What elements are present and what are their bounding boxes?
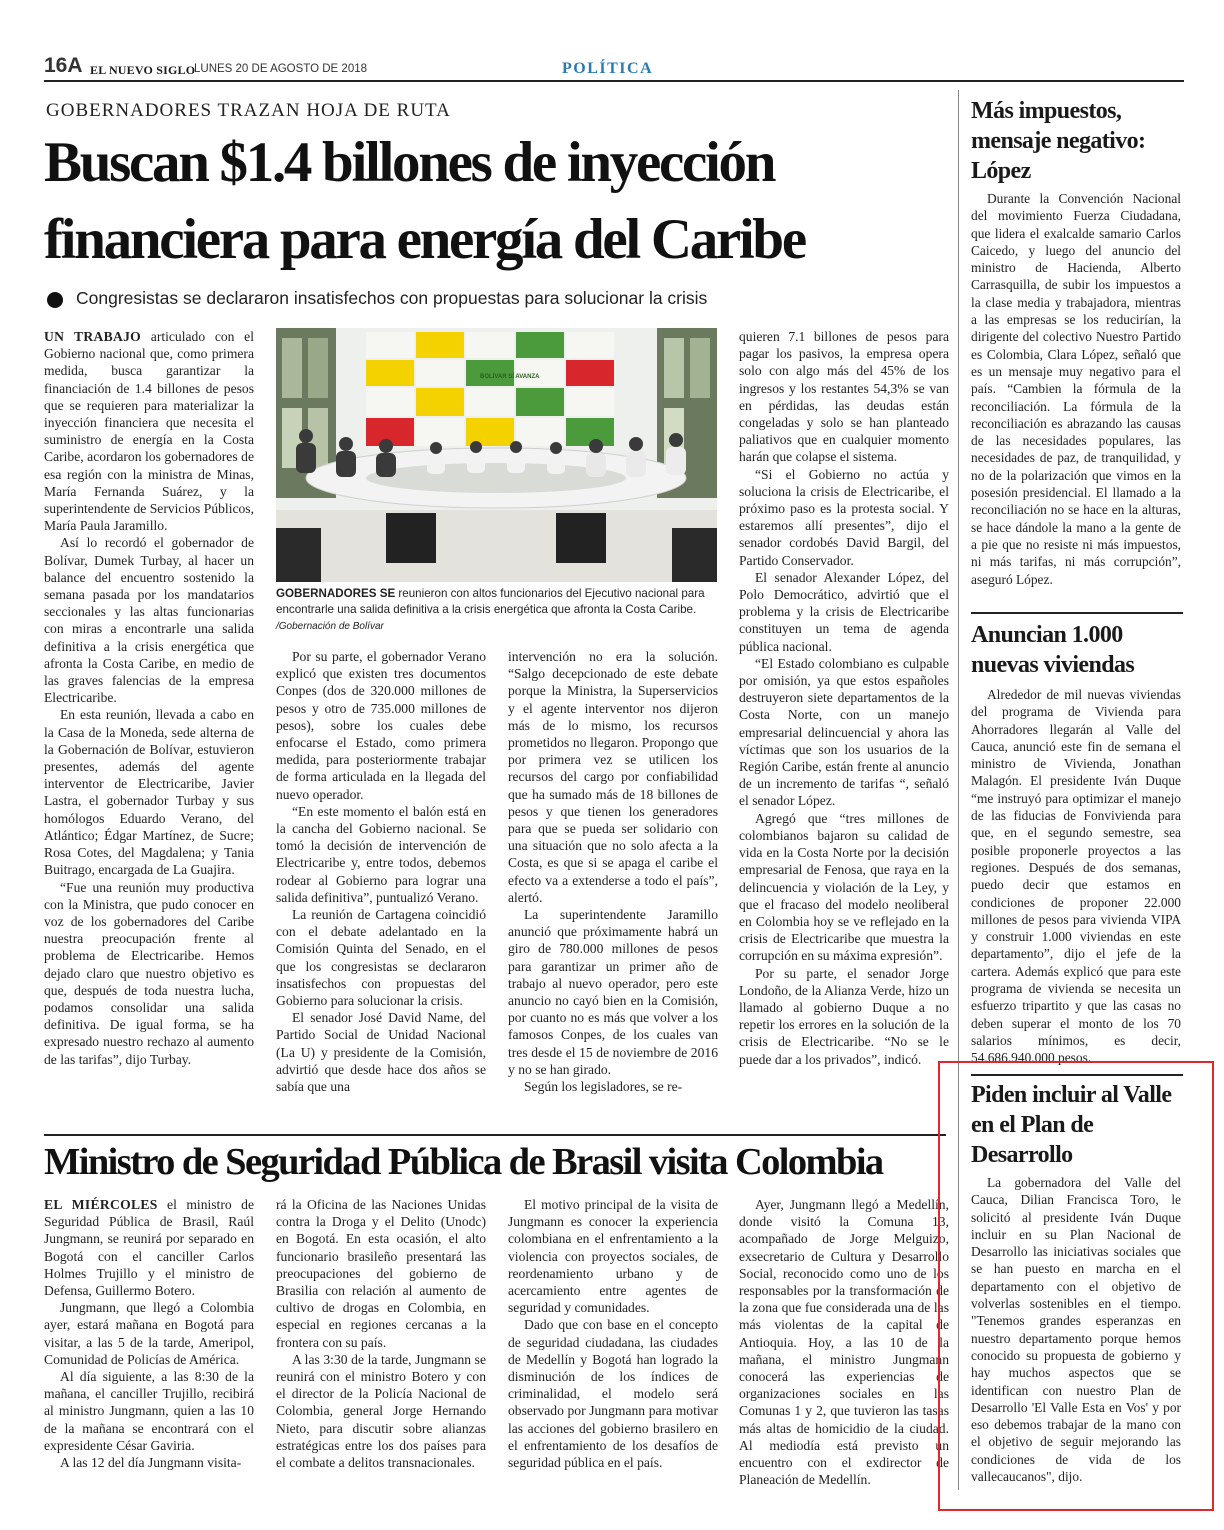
paragraph: El senador José David Name, del Partido Social de Unidad Nacional (La U) y presidente de la Comisión, advirtió que desde hace dos años se sabía que una [276, 1010, 486, 1095]
bullet-dot [47, 292, 63, 308]
second-column-3 [508, 1196, 718, 1471]
issue-date: LUNES 20 DE AGOSTO DE 2018 [194, 63, 368, 75]
paragraph: “Si el Gobierno no actúa y soluciona la crisis de Electricaribe, el próximo paso es la protesta social. Y estaremos allí presentes”, dijo el senador cordobés David Bargil, del Partido Conservador. [739, 466, 949, 568]
second-column-1 [44, 1196, 254, 1471]
sidebar-story-2 [971, 686, 1181, 1067]
paragraph: Alrededor de mil nuevas viviendas del programa de Vivienda para Ahorradores llegarán al Valle del Cauca, anunció este fin de semana el ministro de Vivienda, Jonathan Malagón. El presidente Iván Duque “me instruyó para optimizar el manejo de las fiducias de Fonvivienda para que, en el segundo semestre, sea posible proponerle proyectos a las regiones. Después de dos semanas, puedo decir que estamos en condiciones de proponer 22.000 millones de pesos para vivienda VIPA y construir 1.000 viviendas en este departamento”, dijo el jefe de la cartera. Además explicó que para este programa de vivienda se necesita un esfuerzo tripartito y que las casas no deben superar el monto de los 70 salarios mínimos, es decir, 54.686.940.000 pesos. [971, 687, 1181, 1066]
paragraph: Por su parte, el gobernador Verano explicó que existen tres documentos Conpes (dos de 320.000 millones de pesos y otro de 735.000 millones de pesos), sobre los cuales debe enfocarse el Estado, como primera medida, para posteriormente trabajar de forma articulada en la llegada del nuevo operador. [276, 649, 486, 802]
paragraph: La reunión de Cartagena coincidió con el debate adelantado en la Comisión Quinta del Senado, en el que los congresistas se declararon insatisfechos con propuestas del Gobierno para solucionar la crisis. [276, 907, 486, 1009]
paragraph: Al día siguiente, a las 8:30 de la mañana, el canciller Trujillo, recibirá al ministro Jungmann, quien a las 10 de la mañana se encontrará con el expresidente César Gaviria. [44, 1369, 254, 1453]
second-column-2 [276, 1196, 486, 1471]
page-number: 16A [44, 54, 83, 77]
photo-caption [276, 586, 717, 635]
sidebar-rule-2 [971, 1074, 1183, 1076]
page-header [44, 52, 944, 82]
paragraph: Dado que con base en el concepto de seguridad ciudadana, las ciudades de Medellín y Bogotá han logrado la disminución de los índices de criminalidad, el modelo será observado por Jungmann para motivar las acciones del gobierno brasilero en el enfrentamiento de los desafíos de seguridad pública en el país. [508, 1317, 718, 1471]
second-column-4 [739, 1196, 949, 1488]
main-column-4 [739, 328, 949, 1068]
sidebar-rule-1 [971, 612, 1183, 614]
lead-in: UN TRABAJO [44, 329, 142, 344]
article-photo [276, 328, 717, 582]
paragraph: En esta reunión, llevada a cabo en la Casa de la Moneda, sede alterna de la Gobernación de Bolívar, estuvieron presentes, además del agente interventor de Electricaribe, Javier Lastra, el gobernador Turbay y sus homólogos Eduardo Verano, del Atlántico; Édgar Martínez, de Sucre; Rosa Cotes, del Magdalena; y Tania Buitrago, encargada de La Guajira. [44, 707, 254, 878]
paragraph: Según los legisladores, se re- [524, 1079, 683, 1095]
paragraph: quieren 7.1 billones de pesos para pagar los pasivos, la empresa opera solo con algo más del 45% de los ingresos y los restantes 54,3% se van en pérdidas, las deudas están congeladas y solo se han planteado paliativos que en cualquier momento harán que colapse el sistema. [739, 329, 949, 465]
paragraph: La superintendente Jaramillo anunció que próximamente habrá un giro de 780.000 millones de pesos para garantizar un primer año de trabajo al nuevo operador, pero este anuncio no cayó bien en la Comisión, por cuanto no es más que volver a los famosos Conpes, de los cuales van tres desde el 15 de noviembre de 2016 y no se han girado. [508, 907, 718, 1077]
sidebar-story-3 [971, 1174, 1181, 1485]
sidebar-headline-2: Anuncian 1.000 nuevas viviendas [971, 622, 1135, 678]
paragraph: Así lo recordó el gobernador de Bolívar, Dumek Turbay, al hacer un balance del encuentro sostenido la semana pasada por los mandatarios seccionales y las altas funcionarias con miras a encontrarle una salida definitiva a la crisis energética que afronta la Costa Caribe, en medio de las graves falencias de la empresa Electricaribe. [44, 535, 254, 706]
paragraph: intervención no era la solución. “Salgo decepcionado de este debate porque la Ministra, la Superservicios y el agente interventor nos dijeron más de lo mismo, los recursos prometidos no llegaron. Propongo que por primera vez se utilicen los recursos del cargo por confiabilidad que ha sumado más de 18 billones de pesos y que tienen los generadores para que se pueda ser solidario con una situación que no solo afecta a la Costa, es que si se apaga el caribe el efecto va a extenderse a todo el país”, alertó. [508, 649, 718, 905]
paragraph: “En este momento el balón está en la cancha del Gobierno nacional. Se tomó la decisión de intervención de Electricaribe y, entre todos, debemos rodear al Gobierno para lograr una salida definitiva”, puntualizó Verano. [276, 803, 486, 905]
paragraph: La gobernadora del Valle del Cauca, Dilian Francisca Toro, le solicitó al presidente Iván Duque incluir en su Plan Nacional de Desarrollo las iniciativas sociales que se han puesto en marcha en el departamento con el objetivo de volverlas sostenibles en el tiempo. "Tenemos grandes esperanzas en nuestro departamento porque hemos conocido su propuesta de gobierno y hay muchos aspectos que se identifican con nuestro Plan de Desarrollo 'El Valle Esta en Vos' y por eso debemos trabajar de la mano con el objetivo de seguir mejorando las condiciones de vida de los vallecaucanos", dijo. [971, 1175, 1181, 1485]
article-headline [44, 124, 944, 278]
paragraph: A las 12 del día Jungmann visita- [60, 1455, 242, 1471]
paragraph: “El Estado colombiano es culpable por omisión, ya que estos españoles destruyeron siete departamentos de la Costa Norte, con un manejo empresarial delincuencial y ahora las víctimas que son los usuarios de la Región Caribe, están frente al anuncio de un incremento de tarifas “, señaló el senador López. [739, 655, 949, 809]
caption-text: reunieron con altos funcionarios del Ejecutivo nacional para encontrarle una salida definitiva a la crisis energética que afronta la Costa Caribe. [276, 587, 705, 616]
paragraph: “Fue una reunión muy productiva con la Ministra, que pudo conocer en voz de los gobernadores del Caribe nuestra preocupación frente al problema de Electricaribe. Hemos dejado claro que nuestro objetivo es que, después de toda nuestra lucha, podamos consolidar una salida definitiva. De igual forma, se ha expresado nuestro rechazo al aumento de las tarifas”, dijo Turbay. [44, 879, 254, 1067]
article-kicker: GOBERNADORES TRAZAN HOJA DE RUTA [46, 100, 451, 121]
paragraph: A las 3:30 de la tarde, Jungmann se reunirá con el ministro Botero y con el director de la Policía Nacional de Colombia, general Jorge Hernando Nieto, para discutir sobre alianzas estratégicas entre los dos países para el combate a delitos transnacionales. [276, 1351, 486, 1471]
paragraph: Agregó que “tres millones de colombianos bajaron su calidad de vida en la Costa Norte por la decisión empresarial de Fenosa, que raya en la delincuencia y violación de la Ley, y que el fracaso del modelo neoliberal en Colombia hoy se ve reflejado en la crisis de Electricaribe que muestra la corrupción en su máxima expresión”. [739, 810, 949, 964]
main-column-3 [508, 648, 718, 1095]
main-column-1 [44, 328, 254, 1068]
paragraph: Ayer, Jungmann llegó a Medellín, donde visitó la Comuna 13, acompañado de Jorge Melguizo, exsecretario de Cultura y Desarrollo Social, reconocido como uno de los responsables por la transformación de la zona que fue considerada una de las más violentas de la capital de Antioquia. Hoy, a las 10 de la mañana, el ministro Jungmann conocerá las experiencias de organizaciones sociales en las Comunas 1 y 2, que tuvieron las tasas más altas de homicidio de la ciudad. Al mediodía está previsto un encuentro con el exdirector de Planeación de Medellín. [739, 1197, 949, 1488]
paragraph: El motivo principal de la visita de Jungmann es conocer la experiencia colombiana en el enfrentamiento a la violencia con proyectos sociales, de reordenamiento urbano y de acercamiento entre agentes de seguridad y comunidades. [508, 1197, 718, 1316]
paragraph: Durante la Convención Nacional del movimiento Fuerza Ciudadana, que lidera el exalcalde samario Carlos Caicedo, y luego del anuncio del ministro de Hacienda, Alberto Carrasquilla, de subir los impuestos a la clase media y trabajadora, mientras a las empresas se los reducirían, la dirigente del colectivo Nuestro Partido es Colombia, Clara López, señaló que es un mensaje muy negativo para el país. “Cambien la fórmula de la reconciliación. La fórmula de la reconciliación es abrazando las causas de las necesidades populares, las necesidades de paz, de tranquilidad, y no de la polarización que vimos en la posesión presidencial. El llamado a la reconciliación no se hace en la alturas, se hace dándole la mano a la gente de a pie que no resiste ni más impuestos, ni más tarifas, ni más corrupción”, aseguró López. [971, 191, 1181, 587]
sidebar-story-1 [971, 190, 1181, 588]
paragraph: Por su parte, el senador Jorge Londoño, de la Alianza Verde, hizo un llamado al gobierno Duque a no repetir los errores en la solución de la crisis de Electricaribe. “No se le puede dar a los privados”, indicó. [739, 965, 949, 1067]
section-label: POLÍTICA [562, 60, 654, 77]
second-article-headline: Ministro de Seguridad Pública de Brasil visita Colombia [44, 1141, 883, 1183]
paragraph: rá la Oficina de las Naciones Unidas contra la Droga y el Delito (Unodc) en Bogotá. En esta ocasión, el alto funcionario brasileño presentará las preocupaciones del gobierno de Brasilia con relación al aumento de cultivo de drogas en Colombia, en especial en regiones cercanas a la frontera con su país. [276, 1197, 486, 1350]
header-rule [44, 80, 1184, 82]
photo-credit: /Gobernación de Bolívar [276, 621, 384, 632]
main-column-2 [276, 648, 486, 1095]
photo-banner-text: BOLÍVAR SÍ AVANZA [480, 374, 540, 380]
sidebar-headline-3: Piden incluir al Valle en el Plan de Desarrollo [971, 1082, 1172, 1168]
paragraph: articulado con el Gobierno nacional que, como primera medida, busca garantizar la financiación de 1.4 billones de pesos que se requieren para materializar la inyección financiera que necesita el suministro de energía en la Costa Caribe, acordaron los gobernadores de esa región con la ministra de Minas, María Fernanda Suárez, y la superintendente de Servicios Públicos, María Paula Jaramillo. [44, 329, 254, 534]
caption-lead: GOBERNADORES SE [276, 587, 396, 600]
paragraph: El senador Alexander López, del Polo Democrático, advirtió que el problema y la crisis de Electricaribe constituyen un tema de agenda pública nacional. [739, 569, 949, 654]
headline-line-2: financiera para energía del Caribe [44, 208, 805, 271]
paper-name: EL NUEVO SIGLO [90, 63, 196, 77]
sidebar-headline-1: Más impuestos, mensaje negativo: López [971, 98, 1146, 184]
lead-in: EL MIÉRCOLES [44, 1197, 158, 1212]
article-subheading: Congresistas se declararon insatisfechos con propuestas para solucionar la crisis [76, 288, 708, 308]
paragraph: el ministro de Seguridad Pública de Brasil, Raúl Jungmann, se reunirá por separado en Bogotá con el canciller Carlos Holmes Trujillo y el ministro de Defensa, Guillermo Botero. [44, 1197, 254, 1299]
meeting-photo-illustration [276, 328, 717, 582]
paragraph: Jungmann, que llegó a Colombia ayer, estará mañana en Bogotá para visitar, a las 5 de la tarde, Ameripol, Comunidad de Policías de América. [44, 1300, 254, 1367]
headline-line-1: Buscan $1.4 billones de inyección [44, 131, 775, 194]
